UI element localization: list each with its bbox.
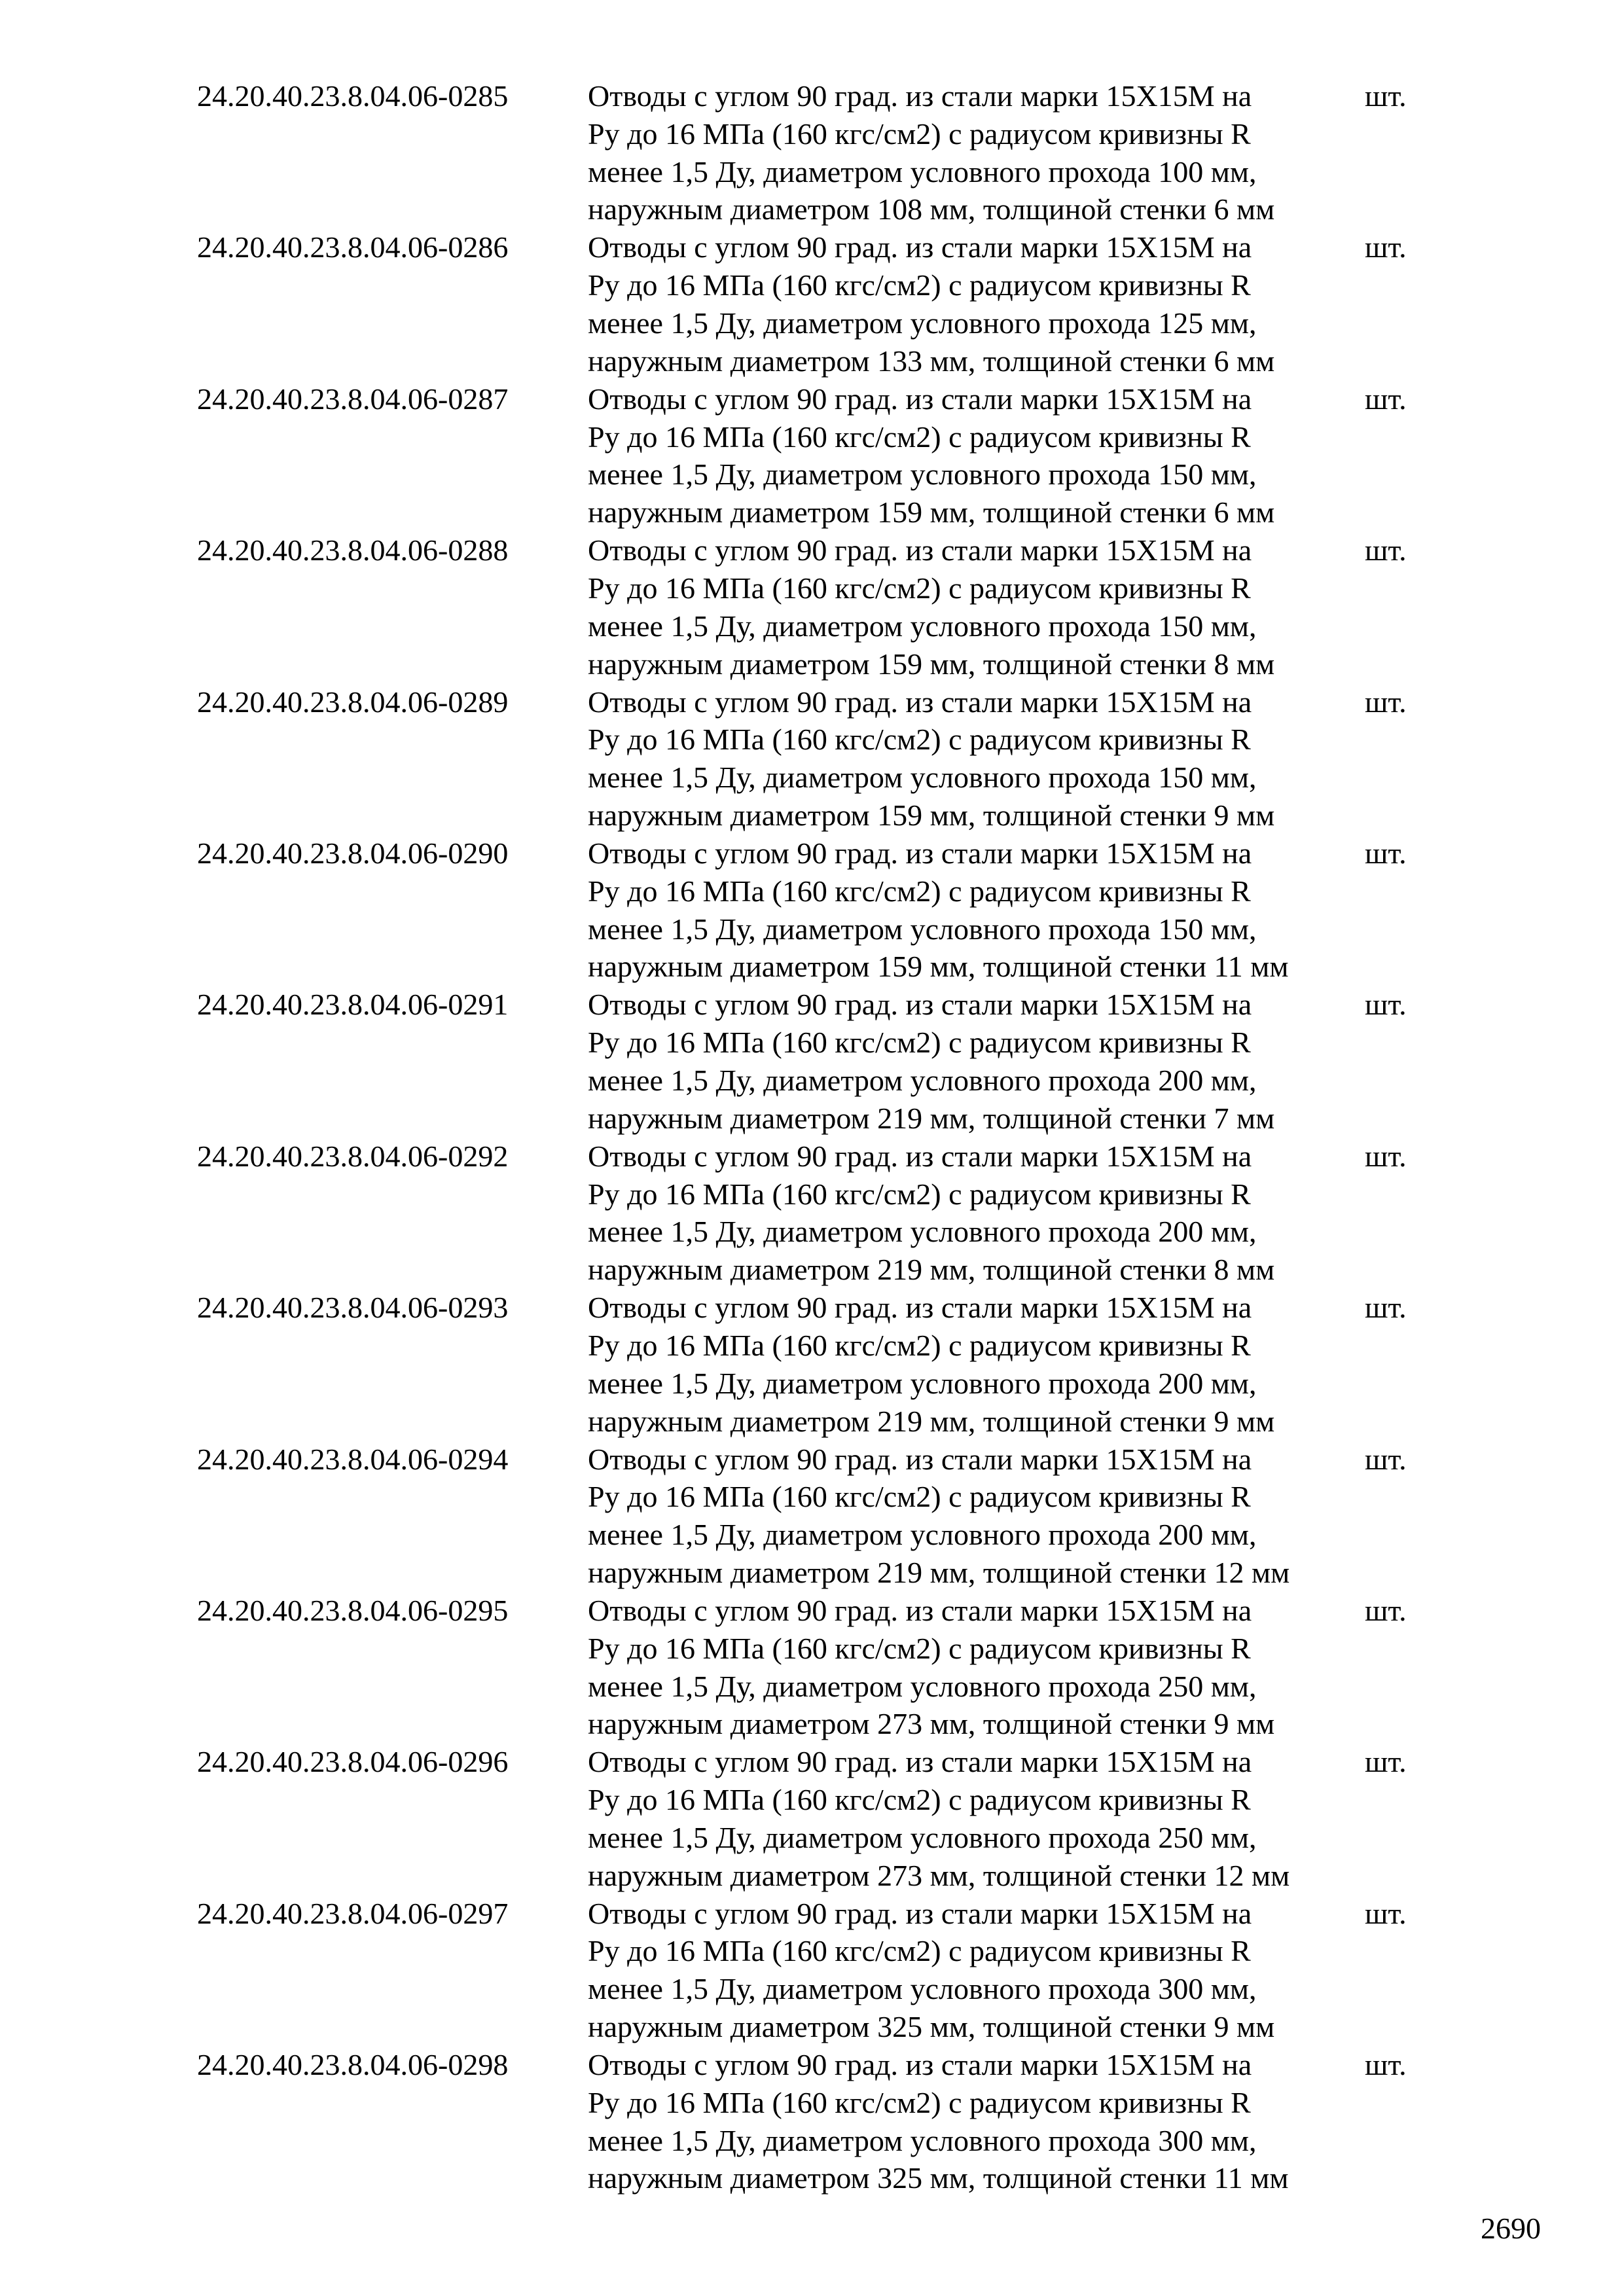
description-line: Отводы с углом 90 град. из стали марки 15Х15М на xyxy=(588,685,1252,719)
list-item xyxy=(0,683,1624,834)
description-line: Отводы с углом 90 град. из стали марки 15Х15М на xyxy=(588,230,1252,264)
description-line: менее 1,5 Ду, диаметром условного прохода 250 мм, xyxy=(588,1669,1257,1703)
item-unit: шт. xyxy=(1365,836,1407,870)
description-line: Ру до 16 МПа (160 кгс/см2) с радиусом кривизны R xyxy=(588,1783,1251,1817)
description-line: Ру до 16 МПа (160 кгс/см2) с радиусом кривизны R xyxy=(588,1177,1251,1211)
description-line: менее 1,5 Ду, диаметром условного прохода 200 мм, xyxy=(588,1518,1257,1552)
description-line: менее 1,5 Ду, диаметром условного прохода 200 мм, xyxy=(588,1366,1257,1400)
item-description xyxy=(588,683,1274,834)
description-line: наружным диаметром 219 мм, толщиной стенки 7 мм xyxy=(588,1101,1275,1135)
item-code: 24.20.40.23.8.04.06-0294 xyxy=(197,1442,509,1476)
description-line: менее 1,5 Ду, диаметром условного прохода 150 мм, xyxy=(588,912,1257,946)
item-code: 24.20.40.23.8.04.06-0292 xyxy=(197,1139,509,1173)
description-line: Отводы с углом 90 град. из стали марки 15Х15М на xyxy=(588,1896,1252,1930)
item-unit: шт. xyxy=(1365,1139,1407,1173)
description-line: Ру до 16 МПа (160 кгс/см2) с радиусом кривизны R xyxy=(588,268,1251,302)
description-line: Отводы с углом 90 град. из стали марки 15Х15М на xyxy=(588,2048,1252,2082)
description-line: менее 1,5 Ду, диаметром условного прохода 200 мм, xyxy=(588,1063,1257,1097)
description-line: Отводы с углом 90 град. из стали марки 15Х15М на xyxy=(588,988,1252,1022)
description-line: наружным диаметром 133 мм, толщиной стенки 6 мм xyxy=(588,344,1275,378)
item-description xyxy=(588,1743,1290,1894)
description-line: Отводы с углом 90 град. из стали марки 15Х15М на xyxy=(588,382,1252,416)
item-description xyxy=(588,1592,1274,1743)
description-line: наружным диаметром 159 мм, толщиной стенки 8 мм xyxy=(588,647,1275,681)
item-description xyxy=(588,986,1274,1137)
list-item xyxy=(0,834,1624,986)
description-line: наружным диаметром 159 мм, толщиной стенки 11 мм xyxy=(588,950,1289,984)
description-line: Отводы с углом 90 град. из стали марки 15Х15М на xyxy=(588,836,1252,870)
description-line: Отводы с углом 90 град. из стали марки 15Х15М на xyxy=(588,1593,1252,1627)
description-line: Ру до 16 МПа (160 кгс/см2) с радиусом кривизны R xyxy=(588,723,1251,757)
description-line: менее 1,5 Ду, диаметром условного прохода 125 мм, xyxy=(588,306,1257,340)
item-description xyxy=(588,1895,1274,2046)
description-line: менее 1,5 Ду, диаметром условного прохода 300 мм, xyxy=(588,1972,1257,2006)
description-line: наружным диаметром 219 мм, толщиной стенки 8 мм xyxy=(588,1253,1275,1287)
description-line: наружным диаметром 219 мм, толщиной стенки 12 мм xyxy=(588,1555,1290,1589)
item-unit: шт. xyxy=(1365,79,1407,113)
item-description xyxy=(588,1138,1274,1289)
list-item xyxy=(0,1138,1624,1289)
item-code: 24.20.40.23.8.04.06-0290 xyxy=(197,836,509,870)
list-item xyxy=(0,1441,1624,1592)
list-item xyxy=(0,1895,1624,2046)
description-line: Ру до 16 МПа (160 кгс/см2) с радиусом кривизны R xyxy=(588,1328,1251,1362)
item-description xyxy=(588,2046,1288,2197)
item-description xyxy=(588,228,1274,380)
list-item xyxy=(0,380,1624,531)
description-line: Отводы с углом 90 град. из стали марки 15Х15М на xyxy=(588,1442,1252,1476)
item-description xyxy=(588,1289,1274,1440)
item-code: 24.20.40.23.8.04.06-0286 xyxy=(197,230,509,264)
description-line: Отводы с углом 90 град. из стали марки 15Х15М на xyxy=(588,1291,1252,1325)
item-unit: шт. xyxy=(1365,988,1407,1022)
item-description xyxy=(588,834,1288,986)
list-item xyxy=(0,77,1624,228)
item-code: 24.20.40.23.8.04.06-0287 xyxy=(197,382,509,416)
description-line: Ру до 16 МПа (160 кгс/см2) с радиусом кривизны R xyxy=(588,874,1251,908)
description-line: наружным диаметром 273 мм, толщиной стенки 9 мм xyxy=(588,1707,1275,1741)
page-number: 2690 xyxy=(1481,2212,1541,2245)
description-line: менее 1,5 Ду, диаметром условного прохода 150 мм, xyxy=(588,457,1257,492)
list-item xyxy=(0,228,1624,380)
description-line: Ру до 16 МПа (160 кгс/см2) с радиусом кривизны R xyxy=(588,2085,1251,2119)
description-line: Отводы с углом 90 град. из стали марки 15Х15М на xyxy=(588,533,1252,567)
description-line: менее 1,5 Ду, диаметром условного прохода 150 мм, xyxy=(588,609,1257,643)
item-code: 24.20.40.23.8.04.06-0296 xyxy=(197,1745,509,1779)
description-line: менее 1,5 Ду, диаметром условного прохода 250 мм, xyxy=(588,1820,1257,1854)
item-code: 24.20.40.23.8.04.06-0295 xyxy=(197,1593,509,1627)
description-line: Ру до 16 МПа (160 кгс/см2) с радиусом кривизны R xyxy=(588,1480,1251,1514)
item-unit: шт. xyxy=(1365,382,1407,416)
item-unit: шт. xyxy=(1365,533,1407,567)
description-line: Ру до 16 МПа (160 кгс/см2) с радиусом кривизны R xyxy=(588,571,1251,605)
item-description xyxy=(588,1441,1290,1592)
item-unit: шт. xyxy=(1365,2048,1407,2082)
list-item xyxy=(0,531,1624,683)
list-item xyxy=(0,1743,1624,1894)
item-code: 24.20.40.23.8.04.06-0291 xyxy=(197,988,509,1022)
description-line: менее 1,5 Ду, диаметром условного прохода 150 мм, xyxy=(588,761,1257,795)
description-line: Отводы с углом 90 град. из стали марки 15Х15М на xyxy=(588,79,1252,113)
description-line: менее 1,5 Ду, диаметром условного прохода 300 мм, xyxy=(588,2123,1257,2157)
item-description xyxy=(588,380,1274,531)
item-code: 24.20.40.23.8.04.06-0288 xyxy=(197,533,509,567)
list-item xyxy=(0,2046,1624,2197)
item-code: 24.20.40.23.8.04.06-0293 xyxy=(197,1291,509,1325)
price-list-entries xyxy=(0,77,1624,2197)
description-line: наружным диаметром 159 мм, толщиной стенки 9 мм xyxy=(588,798,1275,832)
item-unit: шт. xyxy=(1365,1291,1407,1325)
description-line: Ру до 16 МПа (160 кгс/см2) с радиусом кривизны R xyxy=(588,117,1251,151)
list-item xyxy=(0,1289,1624,1440)
description-line: Ру до 16 МПа (160 кгс/см2) с радиусом кривизны R xyxy=(588,420,1251,454)
description-line: менее 1,5 Ду, диаметром условного прохода 100 мм, xyxy=(588,154,1257,188)
item-unit: шт. xyxy=(1365,1896,1407,1930)
description-line: Отводы с углом 90 град. из стали марки 15Х15М на xyxy=(588,1745,1252,1779)
description-line: наружным диаметром 325 мм, толщиной стенки 9 мм xyxy=(588,2010,1275,2044)
list-item xyxy=(0,986,1624,1137)
list-item xyxy=(0,1592,1624,1743)
description-line: наружным диаметром 219 мм, толщиной стенки 9 мм xyxy=(588,1404,1275,1438)
description-line: Ру до 16 МПа (160 кгс/см2) с радиусом кривизны R xyxy=(588,1934,1251,1968)
description-line: Ру до 16 МПа (160 кгс/см2) с радиусом кривизны R xyxy=(588,1631,1251,1665)
description-line: Ру до 16 МПа (160 кгс/см2) с радиусом кривизны R xyxy=(588,1026,1251,1060)
description-line: наружным диаметром 325 мм, толщиной стенки 11 мм xyxy=(588,2161,1289,2195)
item-unit: шт. xyxy=(1365,230,1407,264)
description-line: наружным диаметром 159 мм, толщиной стенки 6 мм xyxy=(588,495,1275,529)
description-line: наружным диаметром 108 мм, толщиной стенки 6 мм xyxy=(588,192,1275,226)
description-line: Отводы с углом 90 град. из стали марки 15Х15М на xyxy=(588,1139,1252,1173)
description-line: наружным диаметром 273 мм, толщиной стенки 12 мм xyxy=(588,1858,1290,1892)
item-unit: шт. xyxy=(1365,1745,1407,1779)
item-code: 24.20.40.23.8.04.06-0298 xyxy=(197,2048,509,2082)
item-unit: шт. xyxy=(1365,685,1407,719)
item-unit: шт. xyxy=(1365,1442,1407,1476)
item-code: 24.20.40.23.8.04.06-0285 xyxy=(197,79,509,113)
item-description xyxy=(588,77,1274,228)
item-description xyxy=(588,531,1274,683)
item-code: 24.20.40.23.8.04.06-0289 xyxy=(197,685,509,719)
item-unit: шт. xyxy=(1365,1593,1407,1627)
description-line: менее 1,5 Ду, диаметром условного прохода 200 мм, xyxy=(588,1215,1257,1249)
item-code: 24.20.40.23.8.04.06-0297 xyxy=(197,1896,509,1930)
